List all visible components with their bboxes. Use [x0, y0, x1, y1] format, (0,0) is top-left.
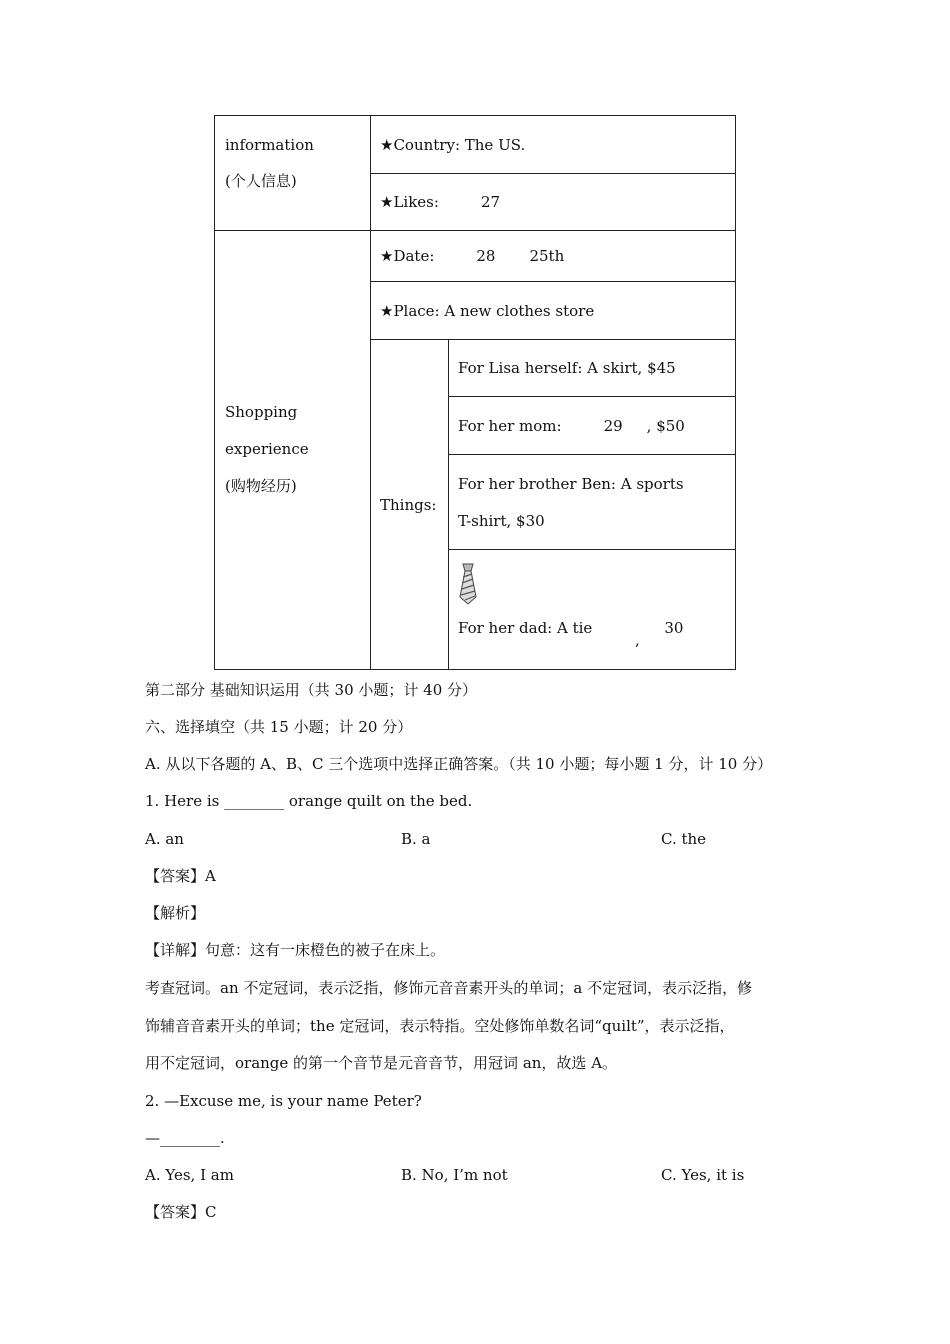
item-ben-line2: T-shirt, $30 — [458, 512, 545, 530]
table-row-divider — [370, 281, 735, 282]
info-label-en: information — [225, 136, 314, 154]
q1-analysis: 【解析】 — [145, 904, 206, 922]
blank-29: 29 — [603, 417, 623, 435]
subsection-instructions: A. 从以下各题的 A、B、C 三个选项中选择正确答案。（共 10 小题；每小题 1 分，计 10 分） — [145, 755, 773, 773]
q1-option-a: A. an — [145, 830, 184, 848]
blank-27: 27 — [480, 193, 501, 211]
table-col-divider — [370, 116, 371, 669]
tie-icon — [457, 563, 479, 605]
q1-explain-2: 饰辅音音素开头的单词；the 定冠词，表示特指。空处修饰单数名词“quilt”，表示泛指， — [145, 1017, 735, 1035]
info-label-cn: (个人信息) — [225, 172, 297, 190]
q1-answer: 【答案】A — [145, 867, 216, 885]
table-row-divider — [370, 339, 735, 340]
date-cell — [380, 238, 564, 275]
shopping-label-cn: (购物经历) — [225, 477, 297, 495]
table-row-divider — [215, 230, 735, 231]
q2-option-a: A. Yes, I am — [145, 1166, 234, 1184]
item-mom-prefix: For her mom: — [458, 417, 562, 435]
part-heading: 第二部分 基础知识运用（共 30 小题；计 40 分） — [145, 681, 478, 699]
q1-stem: 1. Here is ________ orange quilt on the bed. — [145, 792, 473, 810]
item-dad-comma: , — [635, 631, 640, 649]
q1-detail: 【详解】句意：这有一床橙色的被子在床上。 — [145, 941, 446, 959]
section-heading: 六、选择填空（共 15 小题；计 20 分） — [145, 718, 413, 736]
q1-explain-3: 用不定冠词，orange 的第一个音节是元音音节，用冠词 an，故选 A。 — [145, 1054, 618, 1072]
shopping-label-1: Shopping — [225, 403, 298, 421]
likes-cell — [380, 184, 500, 221]
date-label: ★Date: — [380, 247, 435, 265]
q1-option-b: B. a — [401, 830, 431, 848]
country-cell: ★Country: The US. — [380, 136, 526, 154]
table-row-divider — [448, 396, 735, 397]
date-suffix: 25th — [529, 247, 565, 265]
item-dad-text: For her dad: A tie — [458, 619, 593, 637]
blank-30: 30 — [664, 619, 684, 637]
likes-label: ★Likes: — [380, 193, 439, 211]
table-row-divider — [370, 173, 735, 174]
item-lisa: For Lisa herself: A skirt, $45 — [458, 359, 676, 377]
item-ben-line1: For her brother Ben: A sports — [458, 475, 684, 493]
q2-option-b: B. No, I’m not — [401, 1166, 508, 1184]
table-row-divider — [448, 454, 735, 455]
item-dad — [458, 610, 683, 647]
place-cell: ★Place: A new clothes store — [380, 302, 595, 320]
q2-answer: 【答案】C — [145, 1203, 217, 1221]
shopping-label-2: experience — [225, 440, 309, 458]
table-col-divider — [448, 339, 449, 669]
blank-28: 28 — [476, 247, 496, 265]
q1-option-c: C. the — [661, 830, 707, 848]
q2-stem: 2. —Excuse me, is your name Peter? — [145, 1092, 422, 1110]
table-row-divider — [448, 549, 735, 550]
q2-option-c: C. Yes, it is — [661, 1166, 745, 1184]
item-mom — [458, 408, 685, 445]
item-mom-suffix: , $50 — [646, 417, 685, 435]
things-label: Things: — [380, 496, 437, 514]
q2-reply: —________. — [145, 1129, 225, 1147]
q1-explain-1: 考查冠词。an 不定冠词，表示泛指，修饰元音音素开头的单词；a 不定冠词，表示泛指，修 — [145, 979, 753, 997]
